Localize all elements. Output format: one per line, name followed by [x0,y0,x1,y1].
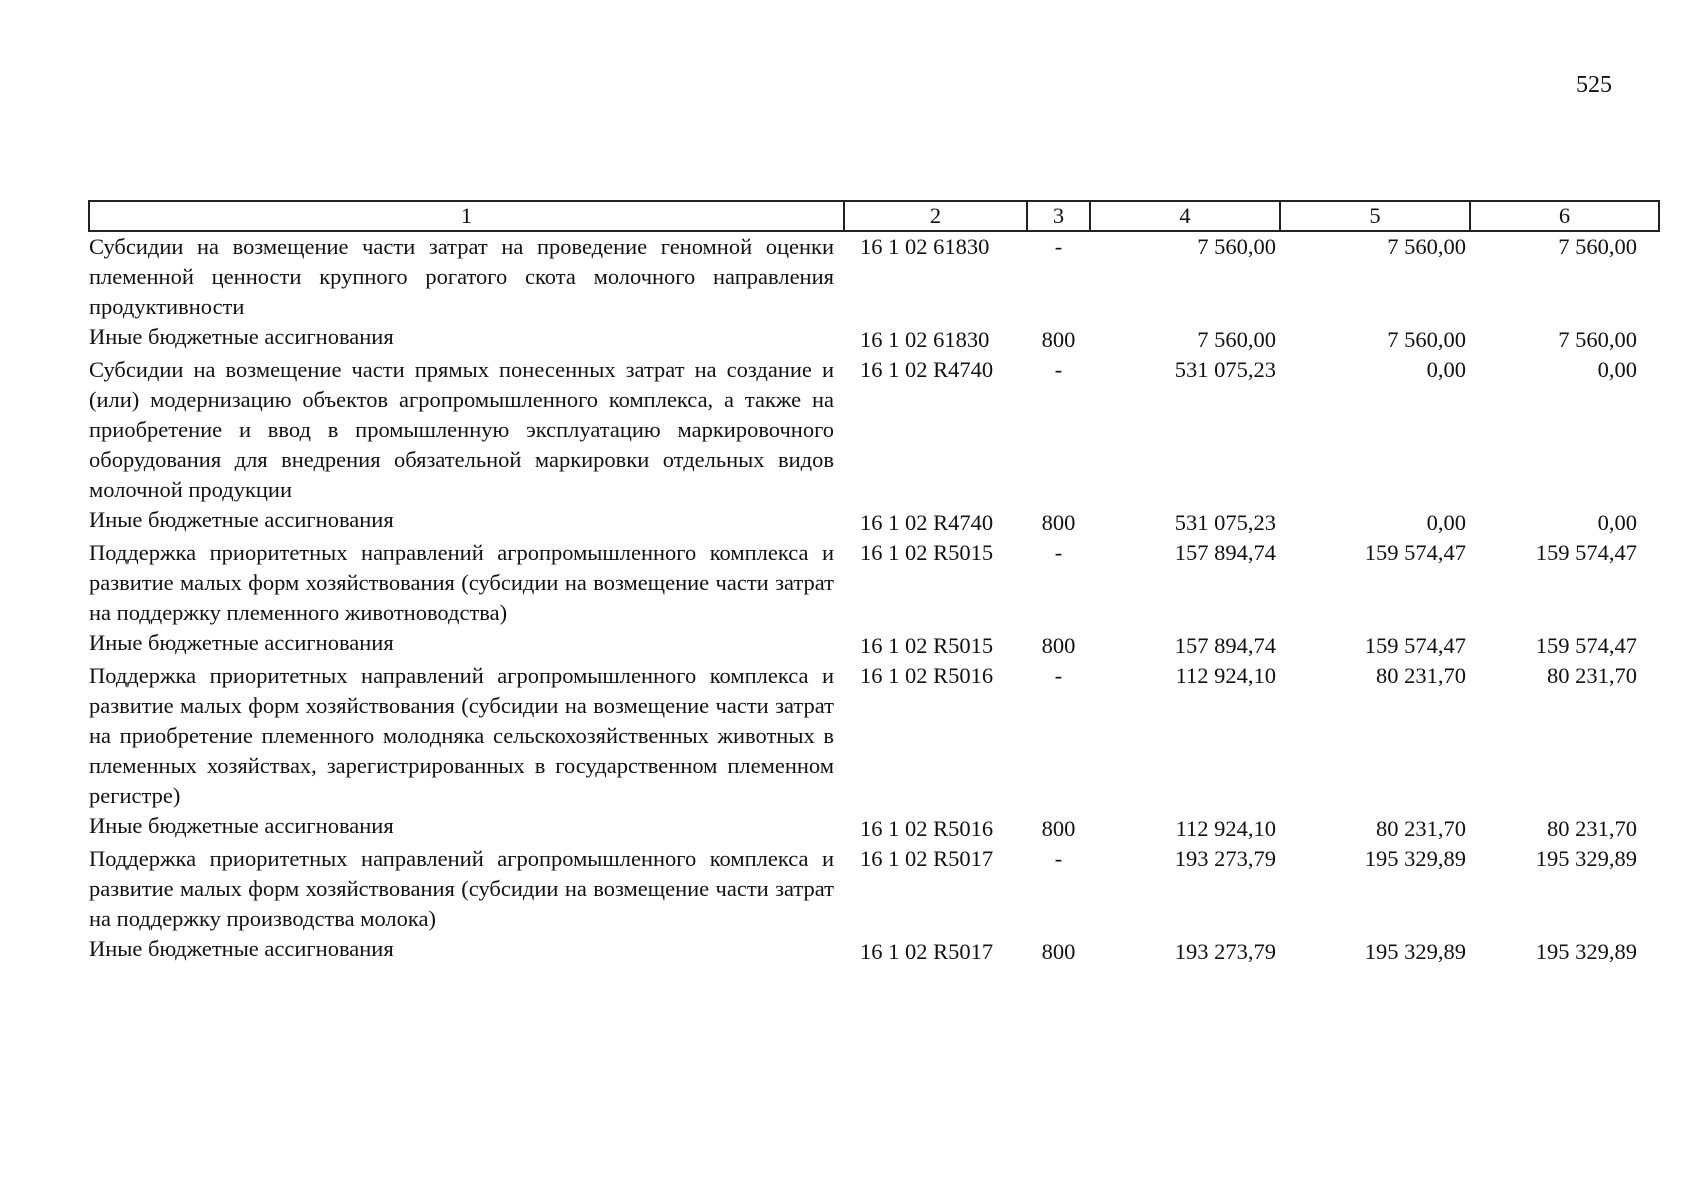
row-code: 16 1 02 R4740 [860,357,994,382]
row-value-4: 112 924,10 [1175,663,1276,688]
row-code: 16 1 02 61830 [860,234,990,259]
row-value-5: 80 231,70 [1376,663,1466,688]
table-row [89,934,1659,967]
row-code: 16 1 02 R5016 [860,816,994,841]
row-expense-type: - [1054,846,1063,871]
table-row [89,628,1659,661]
row-value-5: 159 574,47 [1364,633,1466,658]
row-value-4: 531 075,23 [1174,510,1276,535]
row-value-4: 7 560,00 [1197,327,1276,352]
table-row [89,538,1659,628]
table-body [89,231,1659,967]
table-row [89,355,1659,505]
row-code: 16 1 02 R5017 [860,846,994,871]
row-expense-type: 800 [1041,816,1076,841]
row-description: Субсидии на возмещение части затрат на проведение геномной оценки племенной ценности крупного рогатого скота молочного направления продуктивности [89,234,834,319]
row-expense-type: - [1054,234,1063,259]
row-expense-type: - [1054,540,1063,565]
budget-table [88,200,1660,967]
page-number: 525 [1576,72,1612,98]
row-value-6: 80 231,70 [1547,663,1637,688]
row-description: Иные бюджетные ассигнования [89,630,394,655]
row-value-4: 193 273,79 [1174,846,1276,871]
row-value-5: 159 574,47 [1364,540,1466,565]
row-code: 16 1 02 R5017 [860,939,994,964]
row-value-4: 157 894,74 [1174,633,1276,658]
row-value-6: 195 329,89 [1535,846,1637,871]
row-value-4: 157 894,74 [1174,540,1276,565]
row-value-4: 531 075,23 [1174,357,1276,382]
row-value-5: 195 329,89 [1364,846,1466,871]
row-code: 16 1 02 R5015 [860,633,994,658]
row-value-5: 7 560,00 [1387,327,1466,352]
row-expense-type: 800 [1041,510,1076,535]
row-value-5: 0,00 [1426,357,1466,382]
row-value-5: 7 560,00 [1387,234,1466,259]
budget-table-container [88,200,1658,967]
row-value-6: 7 560,00 [1558,234,1637,259]
header-col-6: 6 [1470,201,1659,231]
row-description: Иные бюджетные ассигнования [89,507,394,532]
header-col-3: 3 [1027,201,1090,231]
row-expense-type: 800 [1041,633,1076,658]
row-value-6: 195 329,89 [1535,939,1637,964]
row-value-4: 193 273,79 [1174,939,1276,964]
row-value-5: 80 231,70 [1376,816,1466,841]
row-expense-type: 800 [1041,939,1076,964]
header-row [89,201,1659,231]
header-col-4: 4 [1090,201,1280,231]
row-value-6: 0,00 [1597,510,1637,535]
row-expense-type: 800 [1041,327,1076,352]
row-value-5: 195 329,89 [1364,939,1466,964]
row-value-6: 0,00 [1597,357,1637,382]
row-value-4: 7 560,00 [1197,234,1276,259]
table-row [89,844,1659,934]
row-value-4: 112 924,10 [1175,816,1276,841]
table-row [89,505,1659,538]
header-col-2: 2 [844,201,1027,231]
row-description: Поддержка приоритетных направлений агропромышленного комплекса и развитие малых форм хозяйствования (субсидии на возмещение части затрат на поддержку племенного животноводства) [89,540,834,625]
table-row [89,811,1659,844]
row-code: 16 1 02 R5016 [860,663,994,688]
row-description: Иные бюджетные ассигнования [89,936,394,961]
row-description: Поддержка приоритетных направлений агропромышленного комплекса и развитие малых форм хозяйствования (субсидии на возмещение части затрат на приобретение племенного молодняка сельскохозяйственных животных в племенных хозяйствах, зарегистрированных в государственном племенном регистре) [89,663,834,808]
row-code: 16 1 02 R5015 [860,540,994,565]
row-description: Иные бюджетные ассигнования [89,813,394,838]
row-value-6: 159 574,47 [1535,540,1637,565]
table-row [89,322,1659,355]
table-row [89,231,1659,322]
row-code: 16 1 02 R4740 [860,510,994,535]
row-expense-type: - [1054,357,1063,382]
row-description: Поддержка приоритетных направлений агропромышленного комплекса и развитие малых форм хозяйствования (субсидии на возмещение части затрат на поддержку производства молока) [89,846,834,931]
row-value-6: 159 574,47 [1535,633,1637,658]
row-code: 16 1 02 61830 [860,327,990,352]
row-value-5: 0,00 [1426,510,1466,535]
row-value-6: 80 231,70 [1547,816,1637,841]
table-row [89,661,1659,811]
row-expense-type: - [1054,663,1063,688]
header-col-1: 1 [89,201,844,231]
table-header [89,201,1659,231]
row-description: Субсидии на возмещение части прямых понесенных затрат на создание и (или) модернизацию объектов агропромышленного комплекса, а также на приобретение и ввод в промышленную эксплуатацию маркировочного оборудования для внедрения обязательной маркировки отдельных видов молочной продукции [89,357,834,502]
header-col-5: 5 [1280,201,1470,231]
row-value-6: 7 560,00 [1558,327,1637,352]
row-description: Иные бюджетные ассигнования [89,324,394,349]
